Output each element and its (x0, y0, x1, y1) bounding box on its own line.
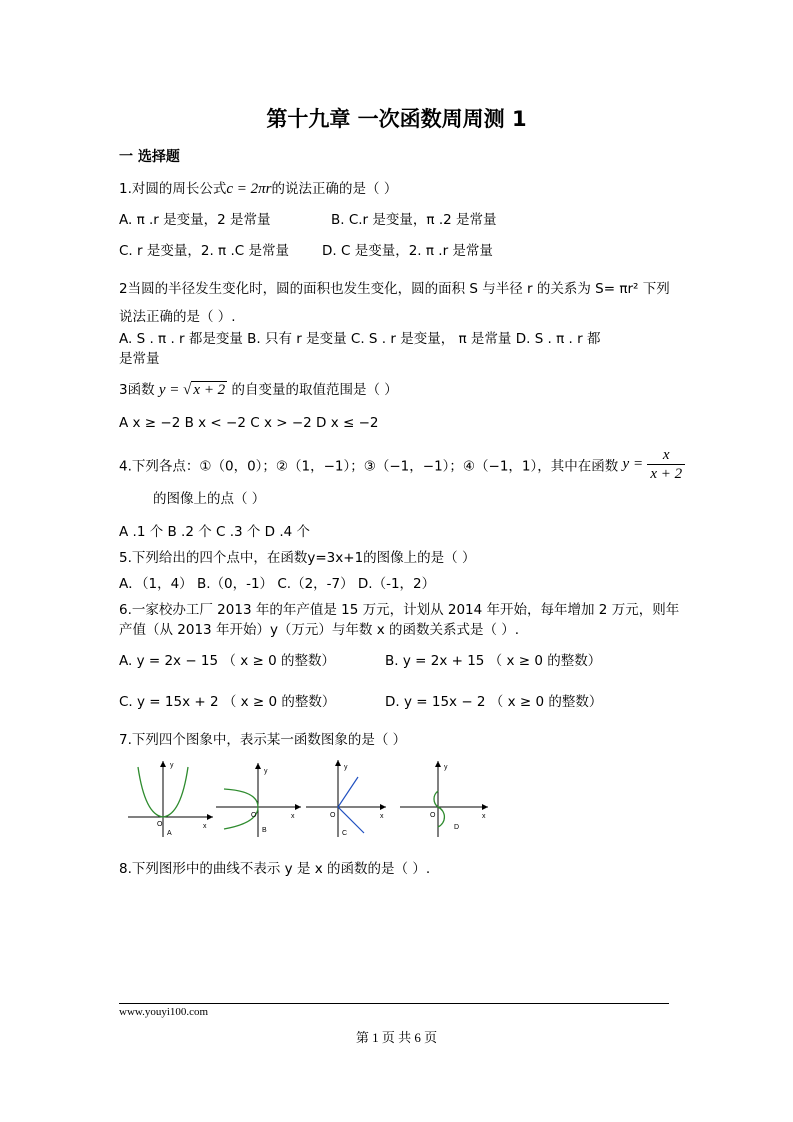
graph-b-y-label: y (264, 768, 268, 775)
question-8: 8.下列图形中的曲线不表示 y 是 x 的函数的是（ ）. (119, 861, 431, 877)
q1-prefix: 1.对圆的周长公式 (119, 181, 227, 197)
q3-options: A x ≥ −2 B x < −2 C x > −2 D x ≤ −2 (119, 415, 379, 431)
graph-a-label: A (167, 830, 172, 837)
graph-a (128, 761, 213, 837)
q3-suffix: 的自变量的取值范围是（ ） (231, 382, 398, 398)
page-number: 第 1 页 共 6 页 (355, 1030, 438, 1045)
q4-denominator: x + 2 (650, 466, 683, 482)
q6-option-a: A. y = 2x − 15 （ x ≥ 0 的整数） (119, 653, 335, 669)
q2-line-4: 是常量 (119, 351, 160, 367)
graph-c (306, 760, 386, 837)
q2-line-3: A. S . π . r 都是变量 B. 只有 r 是变量 C. S . r 是变量， π 是常量 D. S . π . r 都 (119, 331, 601, 347)
graph-d-y-label: y (444, 764, 448, 771)
question-5: 5.下列给出的四个点中，在函数y=3x+1的图像上的是（ ） (119, 550, 476, 566)
q5-options: A．（1，4） B.（0，-1） C.（2，-7） D.（-1，2） (119, 576, 436, 592)
graph-d-label: D (454, 824, 460, 831)
q6-option-c: C. y = 15x + 2 （ x ≥ 0 的整数） (119, 694, 336, 710)
q6-option-b: B. y = 2x + 15 （ x ≥ 0 的整数） (385, 653, 602, 669)
q1-formula: c = 2πr (226, 181, 272, 197)
page-title: 第十九章 一次函数周周测 1 (266, 107, 527, 131)
graph-b-origin: O (251, 812, 257, 819)
q3-radicand: x + 2 (193, 382, 226, 398)
q6-option-d: D. y = 15x − 2 （ x ≥ 0 的整数） (385, 694, 603, 710)
graph-a-y-label: y (170, 762, 174, 769)
q1-option-a: A. π .r 是变量，2 是常量 (119, 212, 271, 228)
question-1 (119, 177, 397, 198)
graph-d-origin: O (430, 812, 436, 819)
graph-b-x-label: x (291, 813, 295, 820)
q2-line-2: 说法正确的是（ ）. (119, 309, 236, 325)
q4-options: A .1 个 B .2 个 C .3 个 D .4 个 (119, 524, 311, 540)
q7-graphs (118, 755, 493, 845)
graph-c-x-label: x (380, 813, 384, 820)
q3-formula-left: y = (158, 382, 184, 398)
q4-prefix: 4.下列各点：①（0，0）；②（1，−1）；③（−1，−1）；④（−1，1），其中在函数 (119, 458, 619, 475)
graph-c-origin: O (330, 812, 336, 819)
q3-prefix: 3函数 (119, 382, 155, 398)
q1-suffix: 的说法正确的是（ ） (271, 181, 398, 197)
q6-line-1: 6.一家校办工厂 2013 年的年产值是 15 万元，计划从 2014 年开始，每年增加 2 万元，则年 (119, 602, 680, 618)
q4-func-left: y = (622, 456, 644, 472)
q6-line-2: 产值（从 2013 年开始）y（万元）与年数 x 的函数关系式是（ ）. (119, 622, 520, 638)
graph-a-x-label: x (203, 823, 207, 830)
q4-line-2: 的图像上的点（ ） (153, 491, 266, 507)
footer-website[interactable]: www.youyi100.com (119, 1006, 209, 1018)
footer-divider (119, 1003, 669, 1004)
q1-option-d: D. C 是变量，2. π .r 是常量 (322, 243, 493, 259)
q1-option-b: B. C.r 是变量，π .2 是常量 (331, 212, 497, 228)
q1-option-c: C. r 是变量，2. π .C 是常量 (119, 243, 289, 259)
q2-line-1: 2当圆的半径发生变化时，圆的面积也发生变化，圆的面积 S 与半径 r 的关系为 S= πr² 下列 (119, 281, 670, 297)
q4-numerator: x (647, 446, 685, 465)
graph-d (400, 761, 488, 837)
graph-b-label: B (262, 827, 267, 834)
graph-c-label: C (342, 830, 348, 837)
section-heading: 一 选择题 (119, 149, 180, 165)
q4-fraction (647, 446, 685, 483)
question-4 (119, 446, 685, 483)
graph-b (216, 763, 301, 837)
graph-c-y-label: y (344, 764, 348, 771)
graph-a-origin: O (157, 821, 163, 828)
sqrt-symbol-icon: √ (183, 382, 192, 398)
question-3 (119, 378, 398, 399)
graph-d-x-label: x (482, 813, 486, 820)
question-7: 7.下列四个图象中，表示某一函数图象的是（ ） (119, 732, 407, 748)
